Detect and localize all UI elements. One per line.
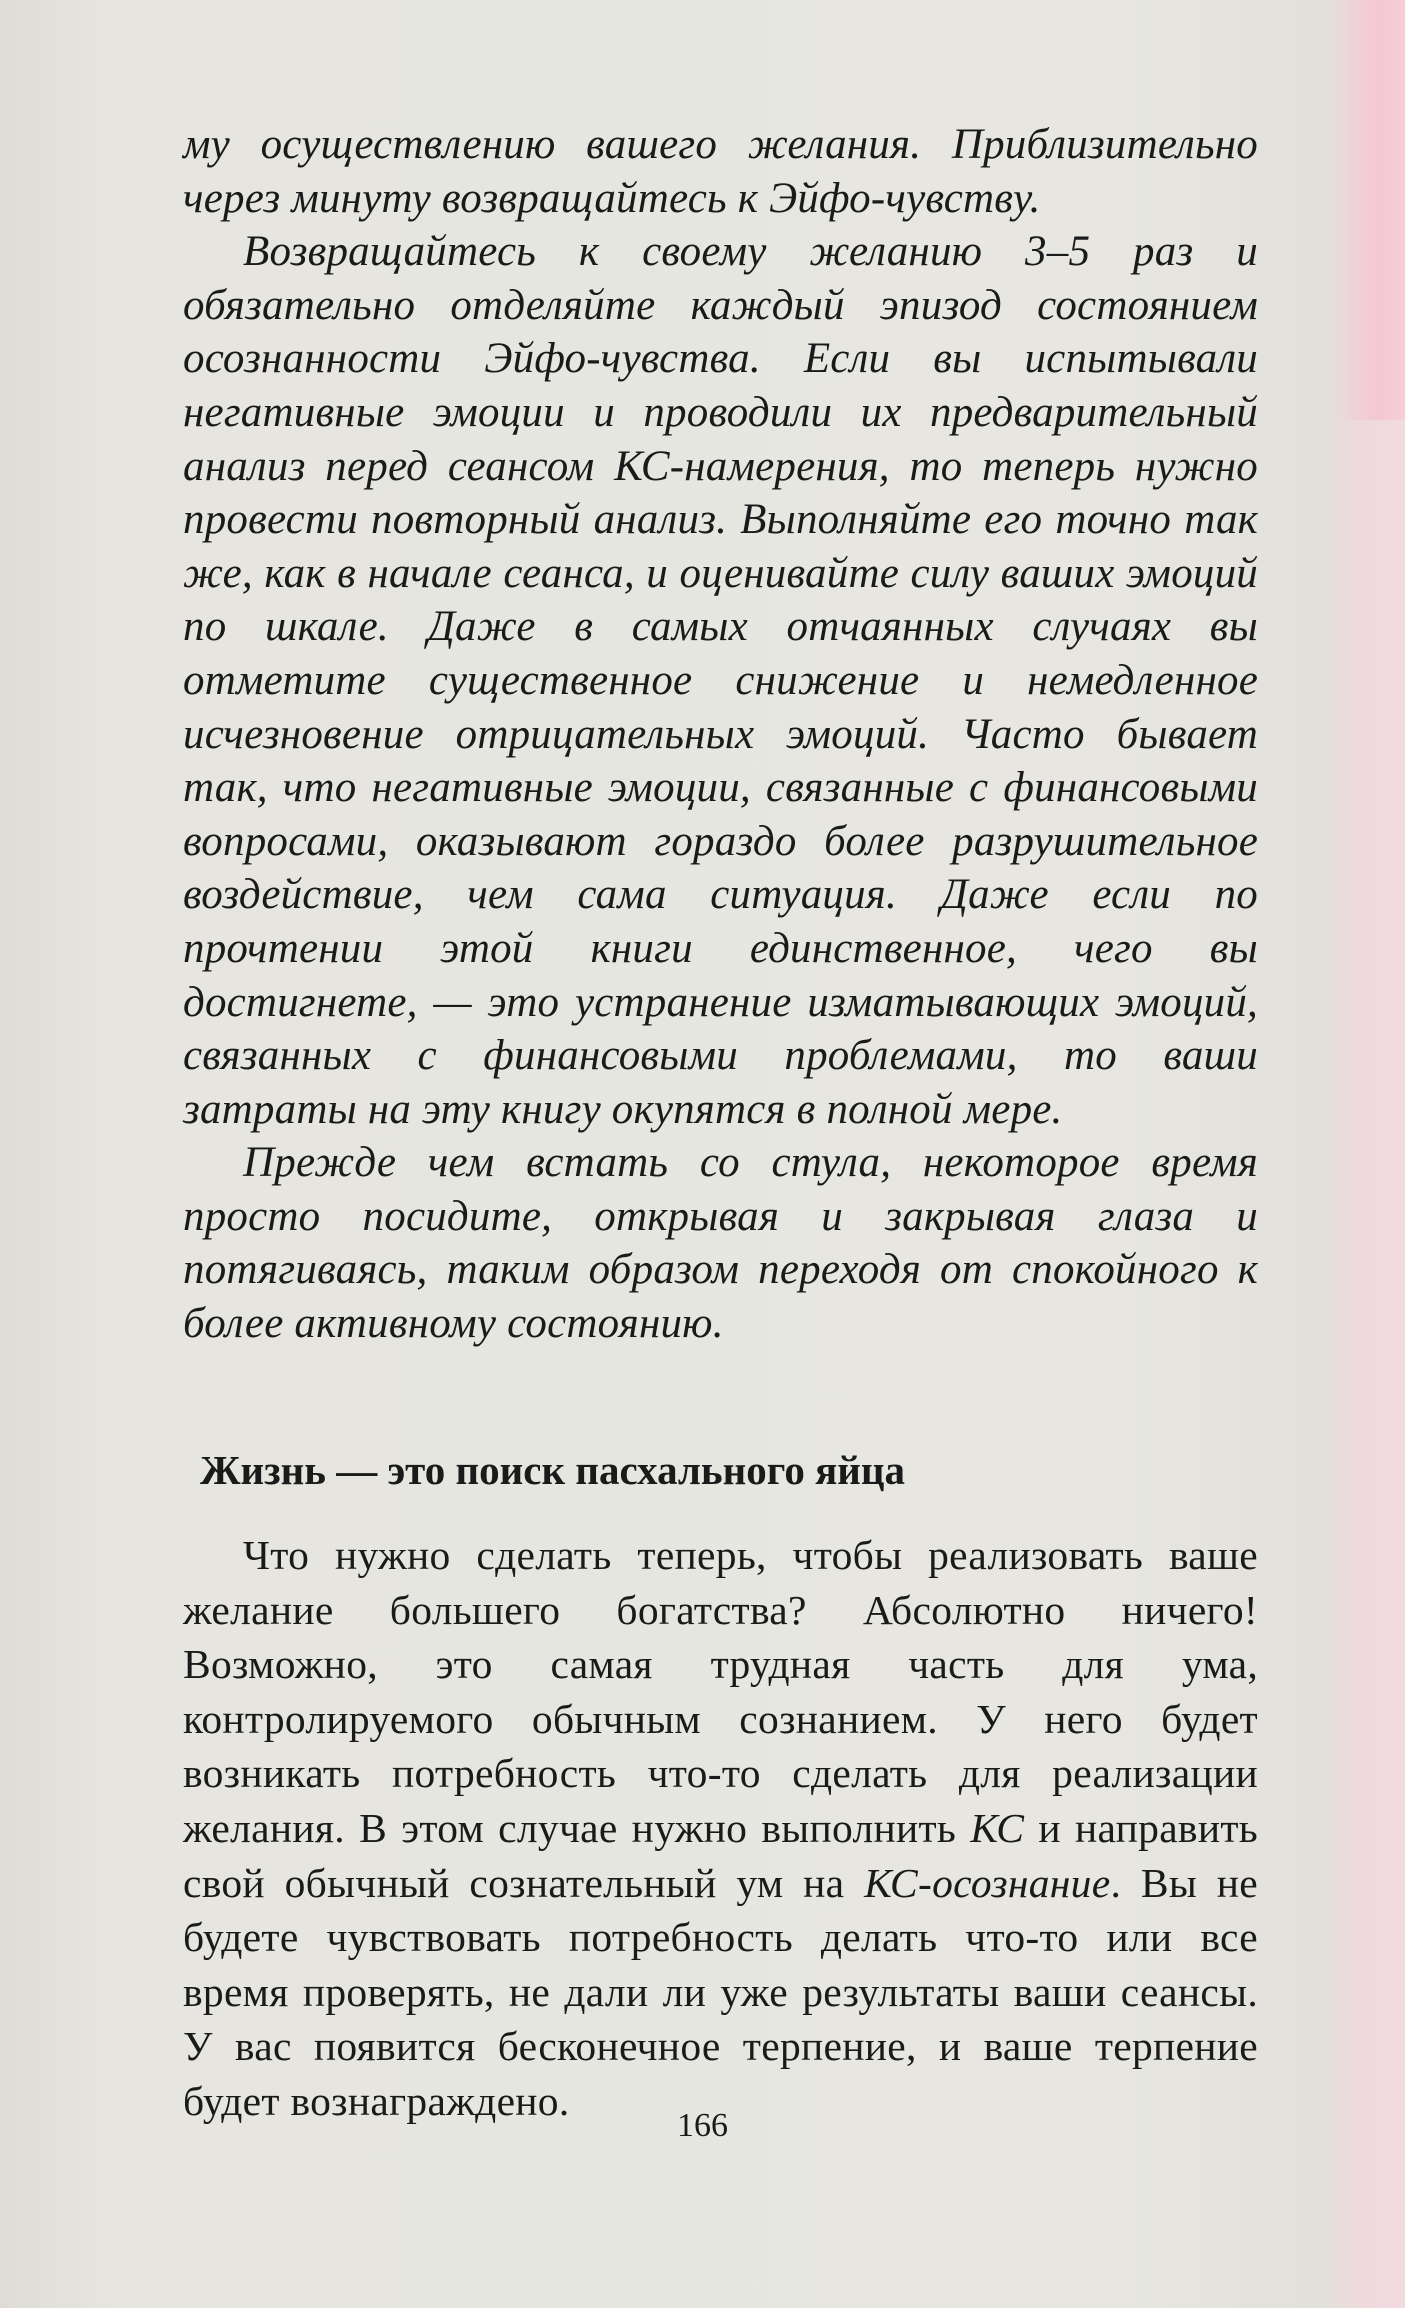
body-emphasis-ks: КС [970, 1804, 1025, 1851]
body-text-part1: Что нужно сделать теперь, чтобы реализовать ваше желание большего богатства? Абсолютно ничего! Возможно, это самая трудная часть для ума, контролируемого обычным сознанием. У него будет возникать потребность что-то сделать для реализации желания. В этом случае нужно выполнить [183, 1532, 1258, 1851]
page-edge-tint [1335, 0, 1405, 420]
body-text-part3: . Вы не будете чувствовать потребность делать что-то или все время проверять, не дали ли уже результаты ваши сеансы. У вас появится бесконечное терпение, и ваше терпение будет вознаграждено. [183, 1859, 1258, 2124]
italic-text-block [183, 118, 1258, 1351]
section-heading: Жизнь — это поиск пасхального яйца [200, 1447, 906, 1493]
paragraph-continuation: му осуществлению вашего желания. Приблизительно через минуту возвращайтесь к Эйфо-чувству. [183, 121, 1258, 222]
body-text-block [183, 1528, 1258, 2129]
body-text-part2: и направить свой обычный сознательный ум на [183, 1804, 1258, 1906]
paragraph-what-to-do [183, 1528, 1258, 2129]
body-emphasis-ks-awareness: КС-осознание [864, 1859, 1111, 1906]
paragraph-before-standing: Прежде чем встать со стула, некоторое время просто посидите, открывая и закрывая глаза и потягиваясь, таким образом переходя от спокойного к более активному состоянию. [183, 1139, 1258, 1348]
paragraph-repeat-desire: Возвращайтесь к своему желанию 3–5 раз и обязательно отделяйте каждый эпизод состоянием осознанности Эйфо-чувства. Если вы испытывали негативные эмоции и проводили их предварительный анализ перед сеансом КС-намерения, то теперь нужно провести повторный анализ. Выполняйте его точно так же, как в начале сеанса, и оценивайте силу ваших эмоций по шкале. Даже в самых отчаянных случаях вы отметите существенное снижение и немедленное исчезновение отрицательных эмоций. Часто бывает так, что негативные эмоции, связанные с финансовыми вопросами, оказывают гораздо более разрушительное воздействие, чем сама ситуация. Даже если по прочтении этой книги единственное, чего вы достигнете, — это устранение изматывающих эмоций, связанных с финансовыми проблемами, то ваши затраты на эту книгу окупятся в полной мере. [183, 228, 1258, 1133]
page-number: 166 [677, 2107, 728, 2144]
